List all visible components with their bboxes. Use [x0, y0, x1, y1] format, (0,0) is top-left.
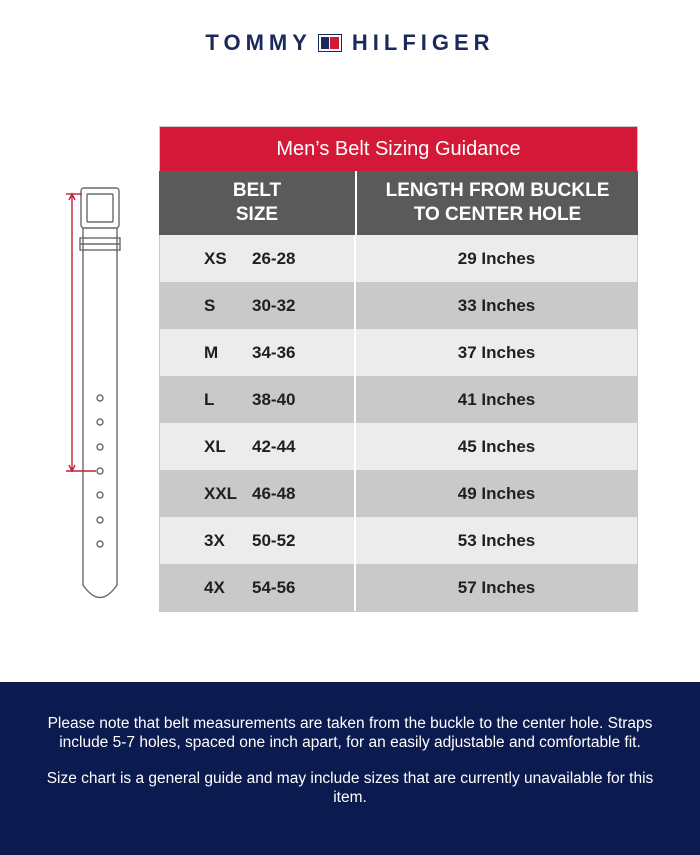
- footer-notes: [0, 682, 700, 855]
- length-cell: 41 Inches: [457, 389, 536, 409]
- header-length-label: LENGTH FROM BUCKLE TO CENTER HOLE: [385, 180, 610, 225]
- belt-size-table: [159, 126, 638, 612]
- brand-left-word: TOMMY: [205, 30, 312, 55]
- table-row: [160, 376, 637, 423]
- size-cell: 3X: [204, 530, 225, 550]
- table-row: [160, 235, 637, 282]
- header-length: [357, 171, 638, 235]
- header-belt-size-label: BELT SIZE: [232, 180, 282, 225]
- table-body: [159, 235, 638, 612]
- table-header: [159, 171, 638, 235]
- header-belt-size: [159, 171, 357, 235]
- size-cell: S: [204, 295, 216, 315]
- flag-icon: [318, 34, 342, 52]
- size-cell: 4X: [204, 577, 225, 597]
- table-row: [160, 282, 637, 329]
- range-cell: 34-36: [252, 342, 296, 362]
- range-cell: 30-32: [252, 295, 296, 315]
- table-row: [160, 517, 637, 564]
- length-cell: 37 Inches: [457, 342, 536, 362]
- size-cell: XXL: [204, 483, 238, 503]
- table-row: [160, 564, 637, 611]
- range-cell: 54-56: [252, 577, 296, 597]
- length-cell: 33 Inches: [457, 295, 536, 315]
- range-cell: 42-44: [252, 436, 296, 456]
- size-cell: XL: [204, 436, 226, 456]
- table-title: Men’s Belt Sizing Guidance: [159, 126, 638, 171]
- range-cell: 38-40: [252, 389, 296, 409]
- footer-note-measurement: Please note that belt measurements are taken from the buckle to the center hole. Straps include 5-7 holes, spaced one inch apart, for an easily adjustable and comfortable fit.: [47, 715, 653, 751]
- length-cell: 53 Inches: [457, 530, 536, 550]
- measurement-line: [66, 194, 96, 471]
- length-cell: 49 Inches: [457, 483, 536, 503]
- size-cell: L: [204, 389, 215, 409]
- table-row: [160, 329, 637, 376]
- range-cell: 26-28: [252, 248, 296, 268]
- length-cell: 57 Inches: [457, 577, 536, 597]
- length-cell: 29 Inches: [457, 248, 536, 268]
- brand-logo: [0, 30, 700, 56]
- size-cell: XS: [204, 248, 227, 268]
- length-cell: 45 Inches: [457, 436, 536, 456]
- range-cell: 46-48: [252, 483, 296, 503]
- footer-note-disclaimer: Size chart is a general guide and may include sizes that are currently unavailable for this item.: [46, 770, 654, 806]
- brand-right-word: HILFIGER: [351, 30, 495, 55]
- range-cell: 50-52: [252, 530, 296, 550]
- belt-illustration: [60, 180, 130, 610]
- table-row: [160, 423, 637, 470]
- size-cell: M: [204, 342, 219, 362]
- table-row: [160, 470, 637, 517]
